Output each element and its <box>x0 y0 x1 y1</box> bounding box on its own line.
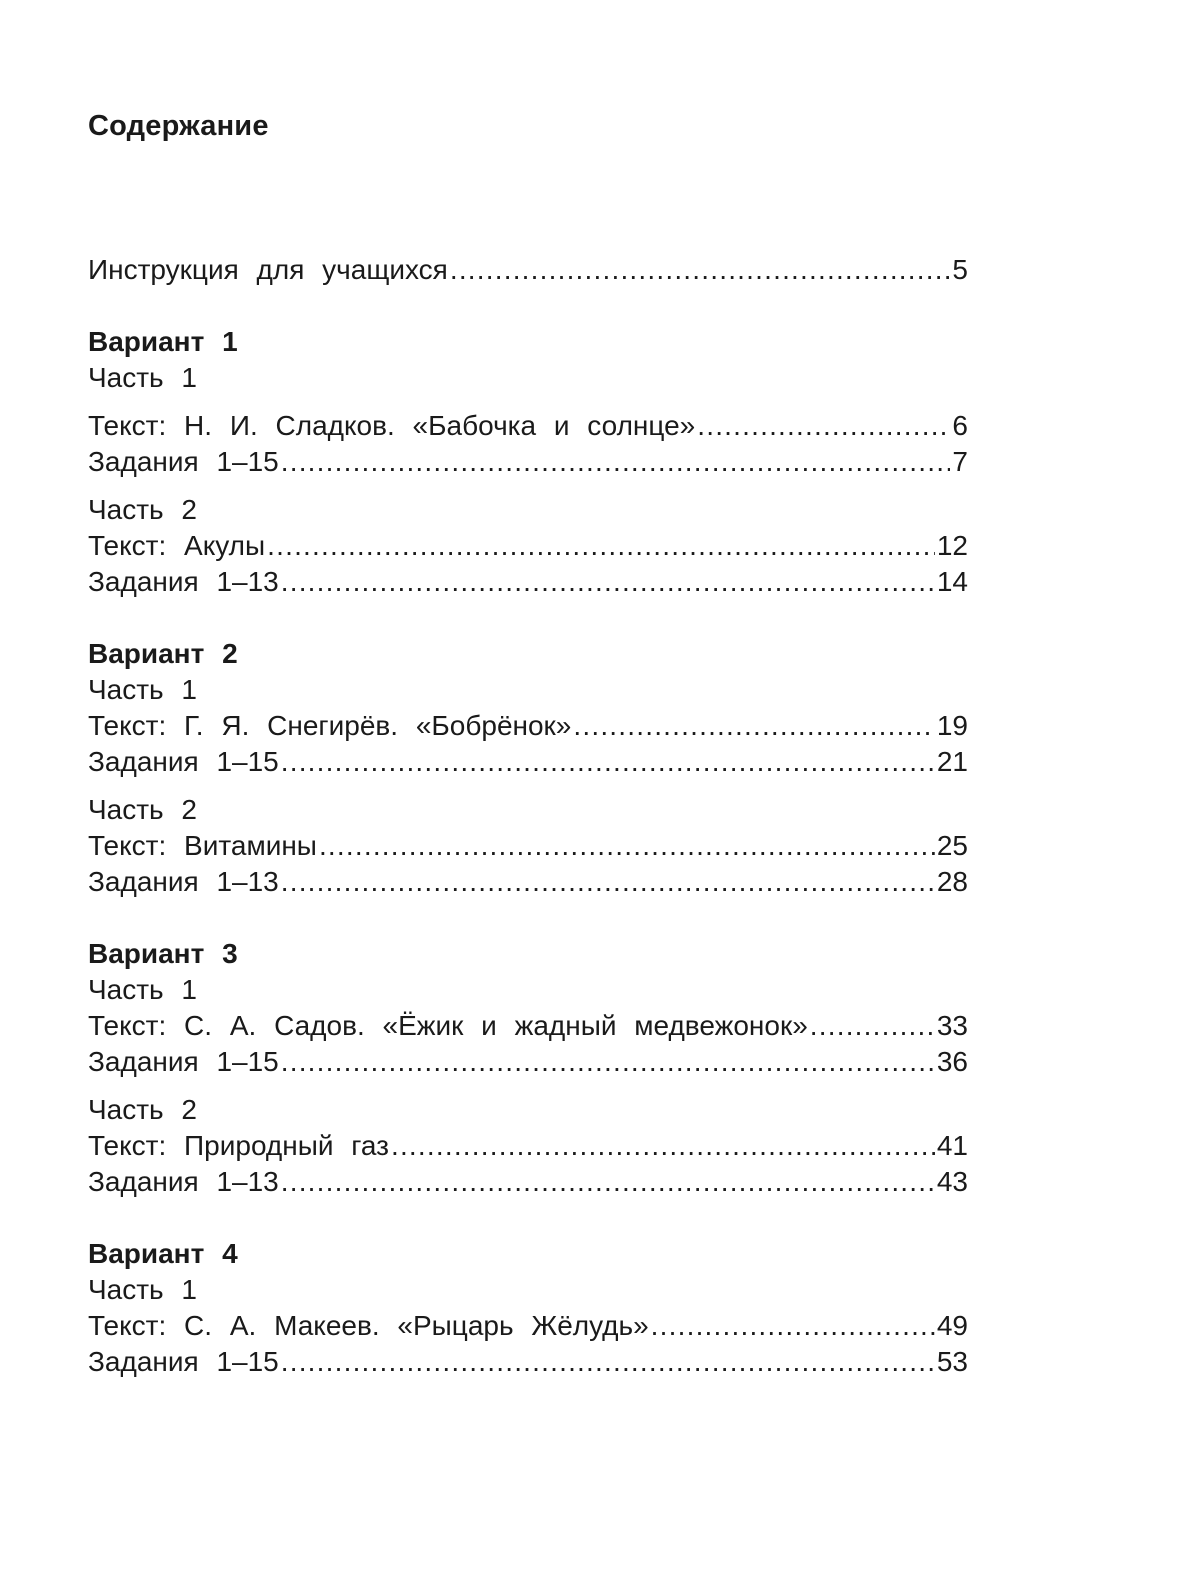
toc-entry-tasks[interactable] <box>88 744 968 780</box>
toc-entry-label: Текст: Н. И. Сладков. «Бабочка и солнце» <box>88 410 696 441</box>
toc-page-number: 25 <box>936 830 968 861</box>
dot-leader <box>281 444 951 480</box>
toc-page-number: 49 <box>936 1310 968 1341</box>
toc-entry-label: Задания 1–15 <box>88 446 279 477</box>
toc-entry-label: Текст: Г. Я. Снегирёв. «Бобрёнок» <box>88 710 572 741</box>
toc-entry-label: Задания 1–13 <box>88 866 279 897</box>
toc-entry-label: Задания 1–15 <box>88 1346 279 1377</box>
toc-entry-label: Текст: Витамины <box>88 830 317 861</box>
toc-page-number: 14 <box>936 566 968 597</box>
toc-page-number: 7 <box>952 446 968 477</box>
dot-leader <box>281 1044 935 1080</box>
toc-entry-tasks[interactable] <box>88 1044 968 1080</box>
toc-entry-label: Задания 1–15 <box>88 746 279 777</box>
toc-entry-text[interactable] <box>88 408 968 444</box>
toc-page-number: 53 <box>936 1346 968 1377</box>
toc-page-number: 33 <box>936 1010 968 1041</box>
toc-entry-text[interactable] <box>88 1008 968 1044</box>
toc-entry-label: Текст: Природный газ <box>88 1130 389 1161</box>
part-heading: Часть 2 <box>88 794 197 825</box>
toc-entry-tasks[interactable] <box>88 1164 968 1200</box>
toc-page-number: 36 <box>936 1046 968 1077</box>
part-heading: Часть 1 <box>88 974 197 1005</box>
variant-heading: Вариант 4 <box>88 1238 238 1269</box>
toc-entry-text[interactable] <box>88 708 968 744</box>
variant-heading: Вариант 2 <box>88 638 238 669</box>
dot-leader <box>267 528 935 564</box>
toc-entry-tasks[interactable] <box>88 1344 968 1380</box>
toc-entry-label: Задания 1–15 <box>88 1046 279 1077</box>
dot-leader <box>281 1344 935 1380</box>
toc-entry-label: Текст: С. А. Макеев. «Рыцарь Жёлудь» <box>88 1310 649 1341</box>
dot-leader <box>391 1128 935 1164</box>
toc-page-number: 28 <box>936 866 968 897</box>
toc-page-number: 43 <box>936 1166 968 1197</box>
toc-page-number: 6 <box>952 410 968 441</box>
variant-heading: Вариант 3 <box>88 938 238 969</box>
toc-entry-label: Текст: Акулы <box>88 530 266 561</box>
toc-list <box>88 252 968 1380</box>
dot-leader <box>573 708 934 744</box>
dot-leader <box>281 564 935 600</box>
variant-heading: Вариант 1 <box>88 326 238 357</box>
dot-leader <box>281 744 935 780</box>
toc-entry-tasks[interactable] <box>88 444 968 480</box>
dot-leader <box>450 252 951 288</box>
toc-entry-label: Задания 1–13 <box>88 1166 279 1197</box>
page-title: Содержание <box>88 110 269 142</box>
dot-leader <box>697 408 950 444</box>
toc-page-number: 19 <box>936 710 968 741</box>
toc-entry-text[interactable] <box>88 1308 968 1344</box>
dot-leader <box>651 1308 935 1344</box>
toc-entry-instruction[interactable] <box>88 252 968 288</box>
toc-page-number: 41 <box>936 1130 968 1161</box>
part-heading: Часть 2 <box>88 494 197 525</box>
dot-leader <box>281 864 935 900</box>
toc-page-number: 5 <box>952 254 968 285</box>
part-heading: Часть 1 <box>88 674 197 705</box>
part-heading: Часть 1 <box>88 1274 197 1305</box>
dot-leader <box>319 828 935 864</box>
toc-entry-text[interactable] <box>88 528 968 564</box>
toc-page-number: 21 <box>936 746 968 777</box>
toc-entry-label: Текст: С. А. Садов. «Ёжик и жадный медвежонок» <box>88 1010 808 1041</box>
toc-entry-label: Инструкция для учащихся <box>88 254 448 285</box>
part-heading: Часть 2 <box>88 1094 197 1125</box>
toc-entry-text[interactable] <box>88 1128 968 1164</box>
toc-entry-label: Задания 1–13 <box>88 566 279 597</box>
toc-entry-text[interactable] <box>88 828 968 864</box>
dot-leader <box>810 1008 935 1044</box>
toc-entry-tasks[interactable] <box>88 564 968 600</box>
dot-leader <box>281 1164 935 1200</box>
toc-page-number: 12 <box>936 530 968 561</box>
part-heading: Часть 1 <box>88 362 197 393</box>
toc-entry-tasks[interactable] <box>88 864 968 900</box>
